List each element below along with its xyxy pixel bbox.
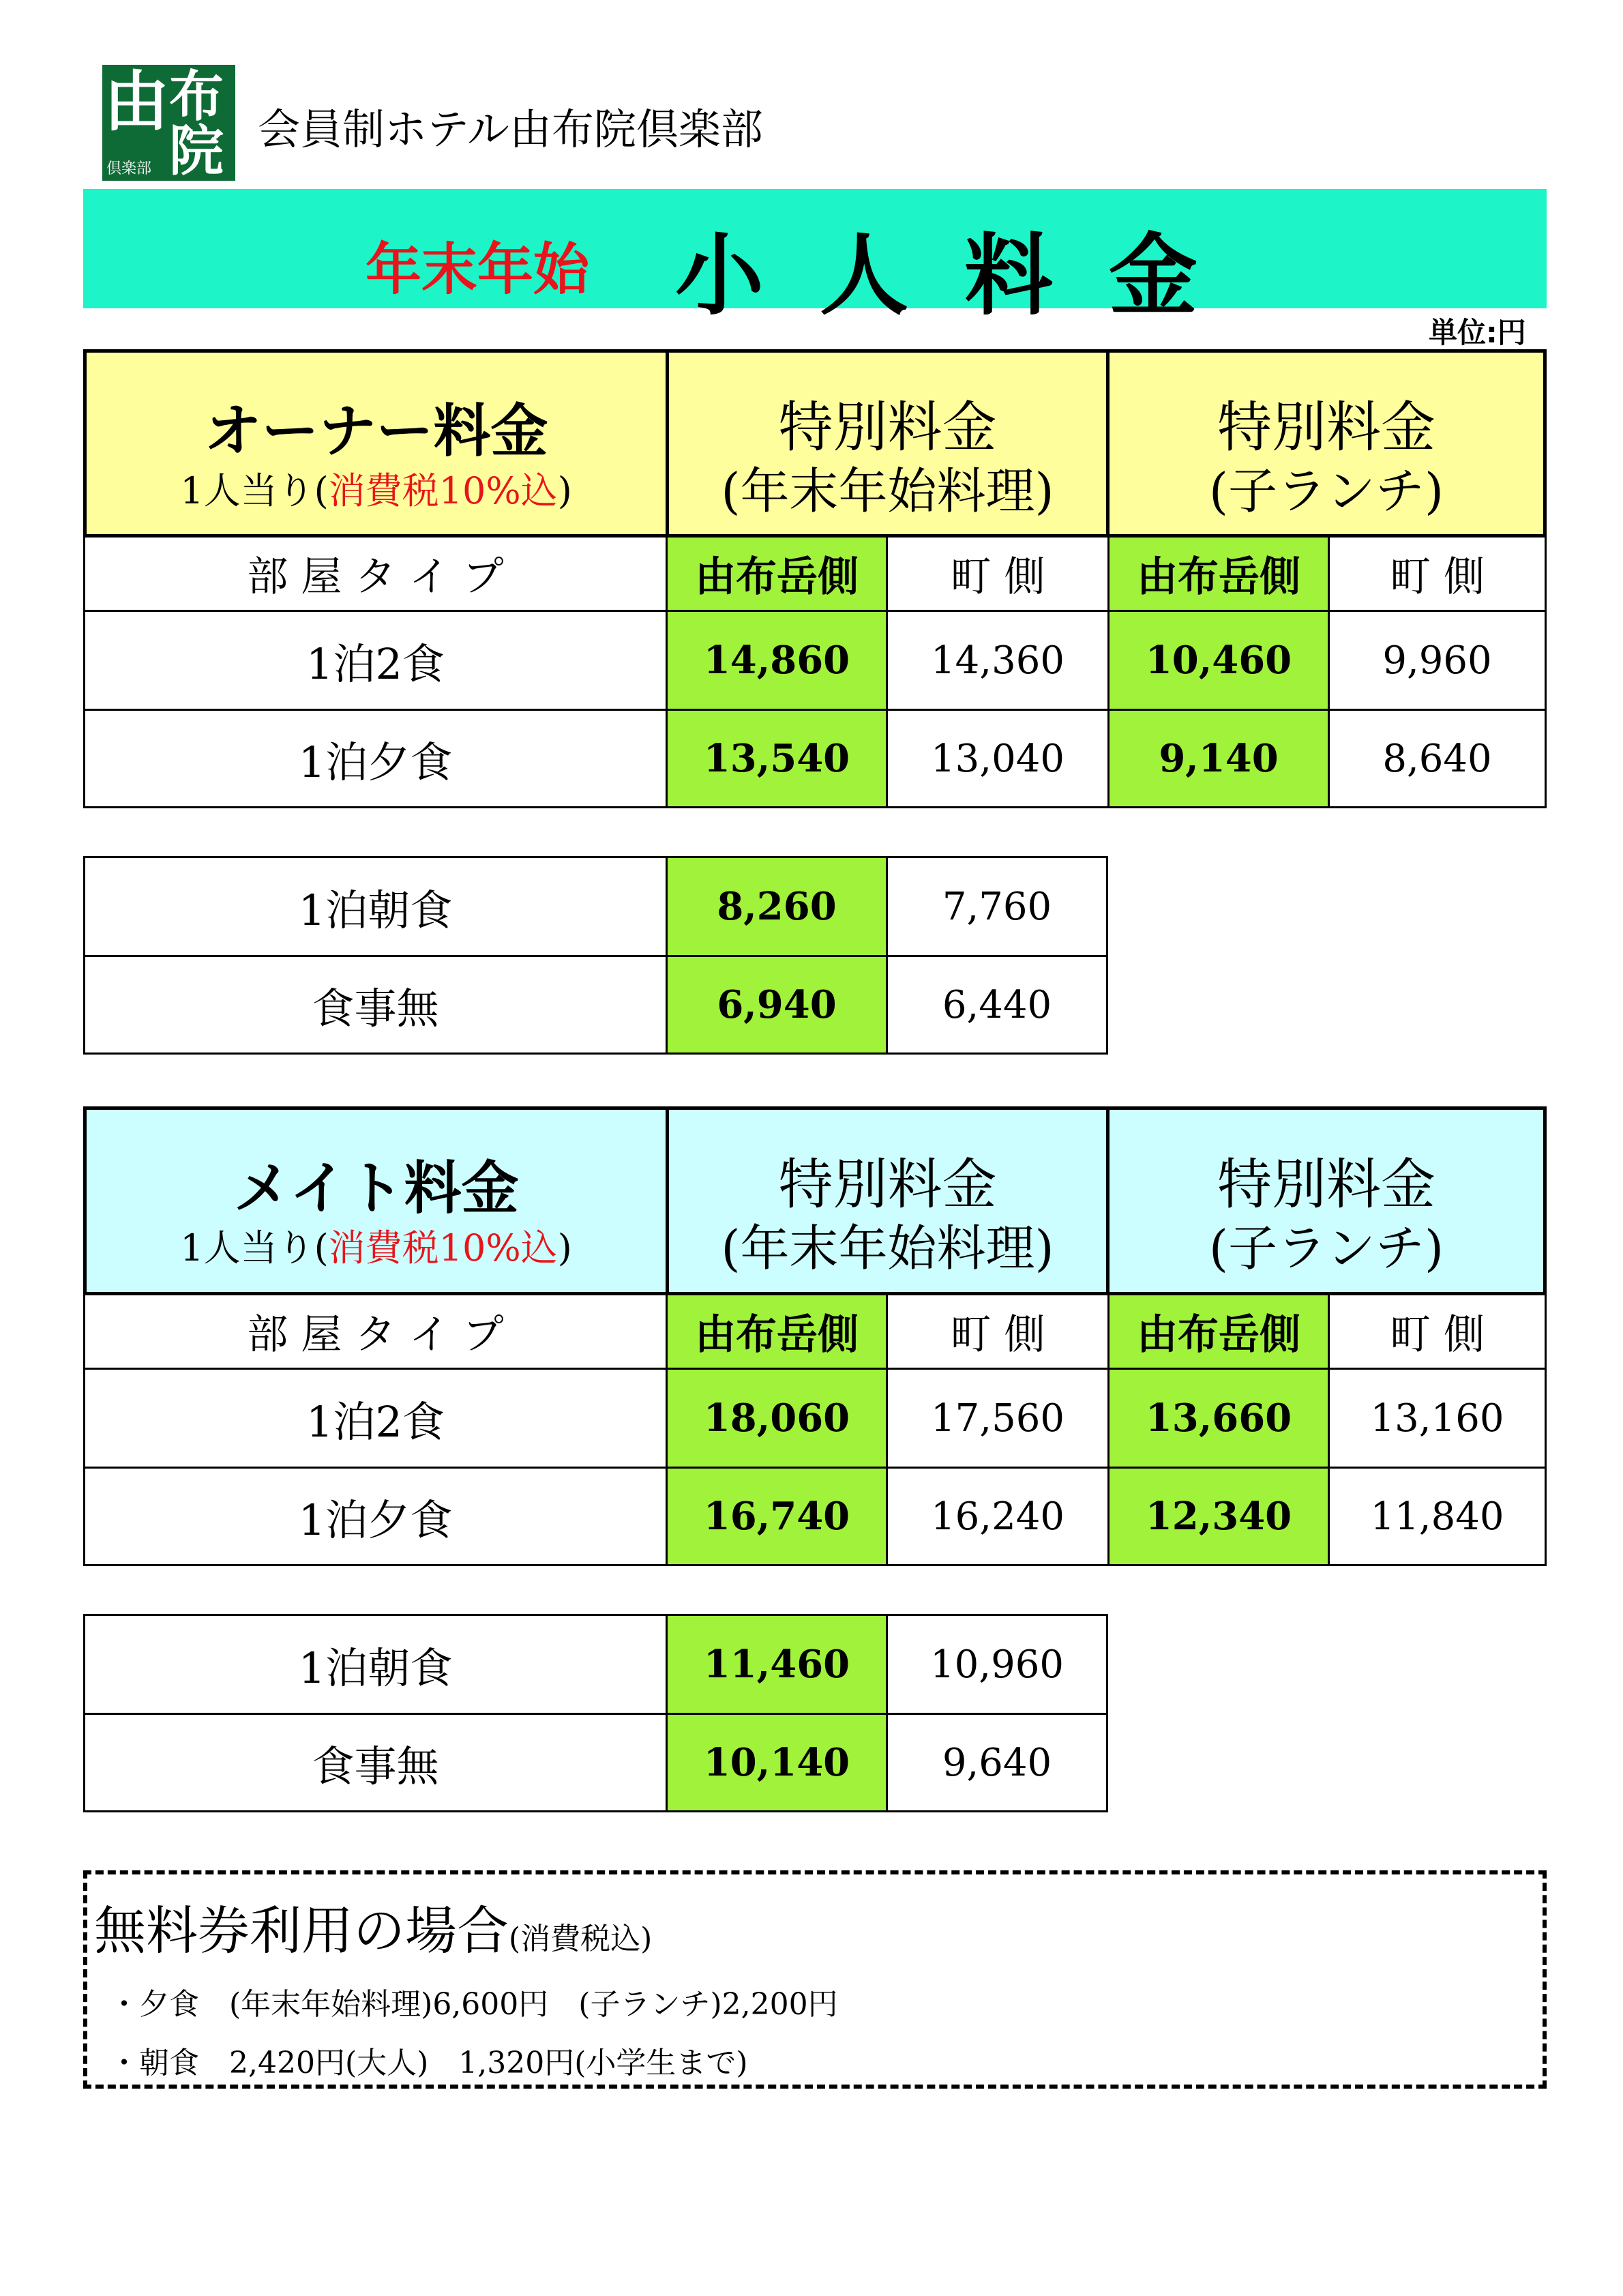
owner-special1-header [666, 349, 1110, 538]
paren-close: ) [557, 469, 572, 512]
per-person-text: 1人当り( [180, 1226, 329, 1269]
tax-note: 消費税10%込 [328, 1226, 558, 1269]
price: 16,740 [703, 1494, 850, 1539]
price: 11,840 [1370, 1494, 1504, 1539]
special-label: 特別料金 [778, 396, 997, 459]
special-label: 特別料金 [1217, 396, 1435, 459]
special-label-sub: (子ランチ) [1208, 1220, 1444, 1277]
price-cell [666, 610, 888, 711]
col-town-label: 町 側 [950, 1311, 1045, 1359]
mate-label-cell [83, 1106, 669, 1295]
price-cell [666, 955, 888, 1055]
price-cell [1328, 1467, 1547, 1566]
price: 10,960 [930, 1642, 1064, 1687]
price: 9,640 [942, 1740, 1052, 1785]
col-yufu-label: 由布岳側 [1137, 553, 1300, 601]
price-cell [666, 1713, 888, 1812]
price-cell [1328, 709, 1547, 808]
col-room-label: 部 屋 タ イ プ [247, 553, 504, 601]
price: 14,860 [703, 638, 850, 683]
unit-label: 単位:円 [1429, 316, 1526, 349]
table-row [83, 709, 668, 808]
free-ticket-dinner-line: ・夕食 (年末年始料理)6,600円 (子ランチ)2,200円 [109, 1987, 838, 2022]
room-type: 食事無 [312, 983, 439, 1033]
col-room-type [83, 1293, 668, 1370]
price: 10,140 [703, 1740, 850, 1785]
price-cell [1107, 1368, 1330, 1469]
mate-title: メイト料金 [233, 1155, 519, 1222]
table-row [83, 1713, 668, 1812]
price: 13,160 [1370, 1396, 1504, 1441]
price-cell [666, 709, 888, 808]
hotel-name: 会員制ホテル由布院倶楽部 [258, 104, 763, 154]
price: 6,440 [942, 982, 1052, 1027]
col-room-type [83, 535, 668, 612]
logo-char: 院 [169, 119, 224, 183]
per-person-text: 1人当り( [180, 469, 329, 512]
paren-close: ) [557, 1226, 572, 1269]
col-town-label: 町 側 [1389, 1311, 1485, 1359]
logo-char: 由 [104, 63, 169, 140]
col-yufu-label: 由布岳側 [695, 553, 859, 601]
special-label: 特別料金 [778, 1153, 997, 1216]
price: 7,760 [942, 884, 1052, 929]
price-cell [886, 1467, 1110, 1566]
price-cell [1107, 610, 1330, 711]
price-cell [666, 1467, 888, 1566]
price-cell [886, 856, 1108, 957]
price: 13,660 [1145, 1396, 1292, 1441]
col-town [1328, 535, 1547, 612]
col-yufu [1107, 535, 1330, 612]
table-row [83, 955, 668, 1055]
free-ticket-breakfast-line: ・朝食 2,420円(大人) 1,320円(小学生まで) [109, 2046, 748, 2080]
col-yufu [666, 535, 888, 612]
col-room-label: 部 屋 タ イ プ [247, 1311, 504, 1359]
price-cell [886, 1713, 1108, 1812]
mate-special1-header [666, 1106, 1110, 1295]
price-cell [666, 856, 888, 957]
room-type: 1泊2食 [306, 1396, 445, 1447]
banner-subtitle: 年末年始 [366, 237, 590, 302]
price: 9,140 [1159, 736, 1279, 781]
price-cell [1328, 1368, 1547, 1469]
hotel-logo [102, 65, 235, 181]
special-label: 特別料金 [1217, 1153, 1435, 1216]
col-town [886, 535, 1110, 612]
room-type: 1泊夕食 [298, 737, 453, 787]
free-ticket-tax-note: (消費税込) [509, 1922, 653, 1956]
price: 11,460 [703, 1642, 850, 1687]
special-label-sub: (年末年始料理) [721, 462, 1054, 520]
price-cell [886, 709, 1110, 808]
room-type: 食事無 [312, 1741, 439, 1791]
col-yufu-label: 由布岳側 [1137, 1311, 1300, 1359]
mate-per-person [87, 1219, 666, 1271]
price: 16,240 [931, 1494, 1064, 1539]
col-town-label: 町 側 [1389, 553, 1485, 601]
price: 13,540 [703, 736, 850, 781]
price-cell [886, 1614, 1108, 1715]
room-type: 1泊朝食 [298, 1643, 453, 1693]
special-label-sub: (子ランチ) [1208, 462, 1444, 520]
col-yufu-label: 由布岳側 [695, 1311, 859, 1359]
price: 6,940 [717, 982, 837, 1027]
price-cell [1107, 709, 1330, 808]
price-cell [1328, 610, 1547, 711]
tax-note: 消費税10%込 [328, 469, 558, 512]
price: 8,640 [1382, 736, 1492, 781]
price-cell [1107, 1467, 1330, 1566]
owner-title: オーナー料金 [204, 398, 548, 465]
logo-small-text: 倶楽部 [106, 160, 152, 177]
price: 18,060 [703, 1396, 850, 1441]
room-type: 1泊朝食 [298, 885, 453, 935]
table-row [83, 1368, 668, 1469]
owner-label-cell [83, 349, 669, 538]
col-town [886, 1293, 1110, 1370]
table-row [83, 610, 668, 711]
price-cell [886, 610, 1110, 711]
owner-special2-header [1106, 349, 1547, 538]
price: 9,960 [1382, 638, 1492, 683]
col-yufu [666, 1293, 888, 1370]
price: 17,560 [931, 1396, 1064, 1441]
logo-char: 布 [169, 64, 224, 128]
table-row [83, 856, 668, 957]
special-label-sub: (年末年始料理) [721, 1220, 1054, 1277]
table-row [83, 1467, 668, 1566]
room-type: 1泊2食 [306, 638, 445, 689]
col-yufu [1107, 1293, 1330, 1370]
page-title: 小人料金 [675, 224, 1254, 327]
owner-per-person [87, 462, 666, 514]
free-ticket-title [94, 1889, 652, 1964]
price: 8,260 [717, 884, 837, 929]
price: 14,360 [931, 638, 1064, 683]
price: 10,460 [1145, 638, 1292, 683]
room-type: 1泊夕食 [298, 1495, 453, 1545]
table-row [83, 1614, 668, 1715]
price-cell [886, 1368, 1110, 1469]
price: 12,340 [1145, 1494, 1292, 1539]
mate-special2-header [1106, 1106, 1547, 1295]
price: 13,040 [931, 736, 1064, 781]
price-cell [666, 1368, 888, 1469]
price-cell [666, 1614, 888, 1715]
price-cell [886, 955, 1108, 1055]
col-town [1328, 1293, 1547, 1370]
free-ticket-heading: 無料券利用の場合 [94, 1900, 509, 1961]
col-town-label: 町 側 [950, 553, 1045, 601]
